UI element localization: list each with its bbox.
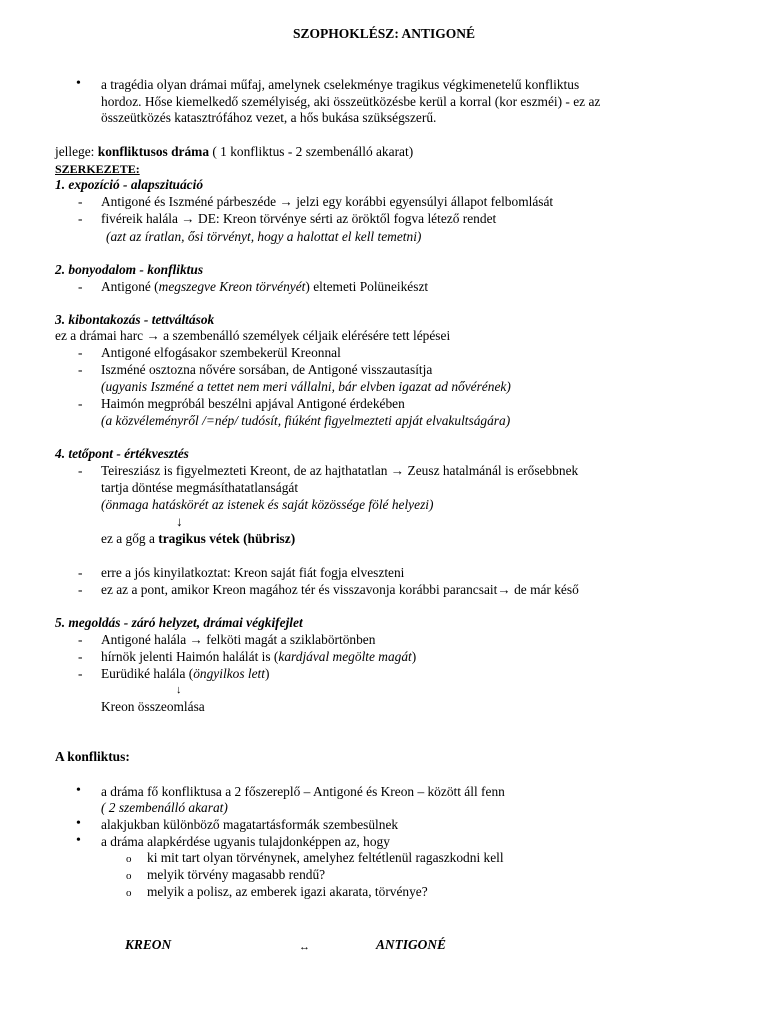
s5-item-1: Antigoné halála → felköti magát a sziklabörtönben	[101, 632, 376, 647]
s1-item-1: Antigoné és Iszméné párbeszéde → jelzi egy korábbi egyensúlyi állapot felbomlását	[101, 194, 554, 209]
s4-item-2: erre a jós kinyilatkoztat: Kreon saját fiát fogja elveszteni	[101, 565, 405, 580]
section-3-heading: 3. kibontakozás - tettváltások	[55, 312, 215, 327]
intro-line-2: hordoz. Hőse kiemelkedő személyiség, aki összeütközésbe kerül a korral (kor eszméi) - ez az	[101, 94, 601, 109]
s2-item-italic: megszegve Kreon törvényét	[158, 279, 306, 294]
jellege-line	[55, 144, 413, 161]
konfliktus-sub-2: melyik törvény magasabb rendű?	[147, 867, 326, 882]
s3-item-2: Iszméné osztozna nővére sorsában, de Antigoné visszautasítja	[101, 362, 433, 377]
konfliktus-bullet-2: alakjukban különböző magatartásformák szembesülnek	[101, 817, 399, 832]
s5-item-2-italic: kardjával megölte magát	[278, 649, 412, 664]
dash-icon: -	[78, 194, 83, 209]
dash-icon: -	[78, 649, 83, 664]
s5-item-2a: hírnök jelenti Haimón halálát is (	[101, 649, 279, 664]
bullet-icon: •	[76, 816, 81, 831]
dash-icon: -	[78, 345, 83, 360]
konfliktus-bullet-3: a dráma alapkérdése ugyanis tulajdonképpen az, hogy	[101, 834, 390, 849]
jellege-label: jellege:	[55, 144, 98, 159]
konfliktus-sub-1: ki mit tart olyan törvénynek, amelyhez feltétlenül ragaszkodni kell	[147, 850, 504, 865]
s5-item-2b: )	[411, 649, 417, 664]
footer-antigone: ANTIGONÉ	[376, 937, 446, 952]
s5-item-3	[101, 666, 269, 683]
szerkezete-heading: SZERKEZETE:	[55, 162, 140, 176]
s1-note: (azt az íratlan, ősi törvényt, hogy a halottat el kell temetni)	[106, 229, 422, 244]
bullet-icon: •	[76, 783, 81, 798]
double-arrow-icon: ↔	[299, 941, 310, 953]
down-arrow-icon: ↓	[176, 684, 182, 696]
jellege-rest: ( 1 konfliktus - 2 szembenálló akarat)	[209, 144, 414, 159]
konfliktus-sub-3: melyik a polisz, az emberek igazi akarata, törvénye?	[147, 884, 428, 899]
s4-item-3: ez az a pont, amikor Kreon magához tér és visszavonja korábbi parancsait→ de már késő	[101, 582, 579, 597]
jellege-bold: konfliktusos dráma	[97, 144, 210, 159]
s4-result	[101, 531, 295, 548]
dash-icon: -	[78, 666, 83, 681]
s5-result: Kreon összeomlása	[101, 699, 205, 714]
dash-icon: -	[78, 463, 83, 478]
s1-item-2: fivéreik halála → DE: Kreon törvénye sérti az öröktől fogva létező rendet	[101, 211, 497, 226]
konfliktus-bullet-1-note: ( 2 szembenálló akarat)	[101, 800, 228, 815]
s2-item	[101, 279, 428, 296]
s5-item-3b: )	[265, 666, 270, 681]
section-4-heading: 4. tetőpont - értékvesztés	[55, 446, 189, 461]
konfliktus-heading: A konfliktus:	[55, 749, 130, 764]
s4-result-a: ez a gőg a	[101, 531, 159, 546]
intro-line-3: összeütközés katasztrófához vezet, a hős bukása szükségszerű.	[101, 110, 437, 125]
section-5-heading: 5. megoldás - záró helyzet, drámai végkifejlet	[55, 615, 303, 630]
circle-bullet-icon: o	[126, 853, 132, 865]
s5-item-3-italic: öngyilkos lett	[193, 666, 265, 681]
s5-item-3a: Eurüdiké halála (	[101, 666, 194, 681]
circle-bullet-icon: o	[126, 870, 132, 882]
dash-icon: -	[78, 565, 83, 580]
section-2-heading: 2. bonyodalom - konfliktus	[55, 262, 204, 277]
s4-note-1: (önmaga hatáskörét az istenek és saját közössége fölé helyezi)	[101, 497, 434, 512]
dash-icon: -	[78, 362, 83, 377]
s3-note-3: (a közvéleményről /=nép/ tudósít, fiúként figyelmezteti apját elvakultságára)	[101, 413, 511, 428]
down-arrow-icon: ↓	[176, 514, 183, 529]
dash-icon: -	[78, 211, 83, 226]
s3-item-1: Antigoné elfogásakor szembekerül Kreonnal	[101, 345, 341, 360]
bullet-icon: •	[76, 833, 81, 848]
s3-note-2: (ugyanis Iszméné a tettet nem meri vállalni, bár elvben igazat ad nővérének)	[101, 379, 511, 394]
dash-icon: -	[78, 279, 83, 294]
s4-item-1a: Teiresziász is figyelmezteti Kreont, de az hajthatatlan → Zeusz hatalmánál is erősebbnek	[101, 463, 579, 478]
s2-item-b: ) eltemeti Polüneikészt	[305, 279, 429, 294]
dash-icon: -	[78, 582, 83, 597]
dash-icon: -	[78, 632, 83, 647]
section-1-heading: 1. expozíció - alapszituáció	[55, 177, 204, 192]
footer-kreon: KREON	[125, 937, 172, 952]
page-title: SZOPHOKLÉSZ: ANTIGONÉ	[293, 26, 475, 41]
s2-item-a: Antigoné (	[101, 279, 159, 294]
intro-line-1: a tragédia olyan drámai műfaj, amelynek cselekménye tragikus végkimenetelű konfliktus	[101, 77, 580, 92]
konfliktus-bullet-1: a dráma fő konfliktusa a 2 főszereplő – Antigoné és Kreon – között áll fenn	[101, 784, 505, 799]
s3-item-3: Haimón megpróbál beszélni apjával Antigoné érdekében	[101, 396, 405, 411]
circle-bullet-icon: o	[126, 887, 132, 899]
s5-item-2	[101, 649, 416, 666]
s4-result-bold: tragikus vétek (hübrisz)	[158, 531, 296, 546]
dash-icon: -	[78, 396, 83, 411]
bullet-icon: •	[76, 76, 81, 91]
s4-item-1b: tartja döntése megmásíthatatlanságát	[101, 480, 299, 495]
s3-intro: ez a drámai harc → a szembenálló személyek céljaik elérésére tett lépései	[55, 328, 451, 343]
